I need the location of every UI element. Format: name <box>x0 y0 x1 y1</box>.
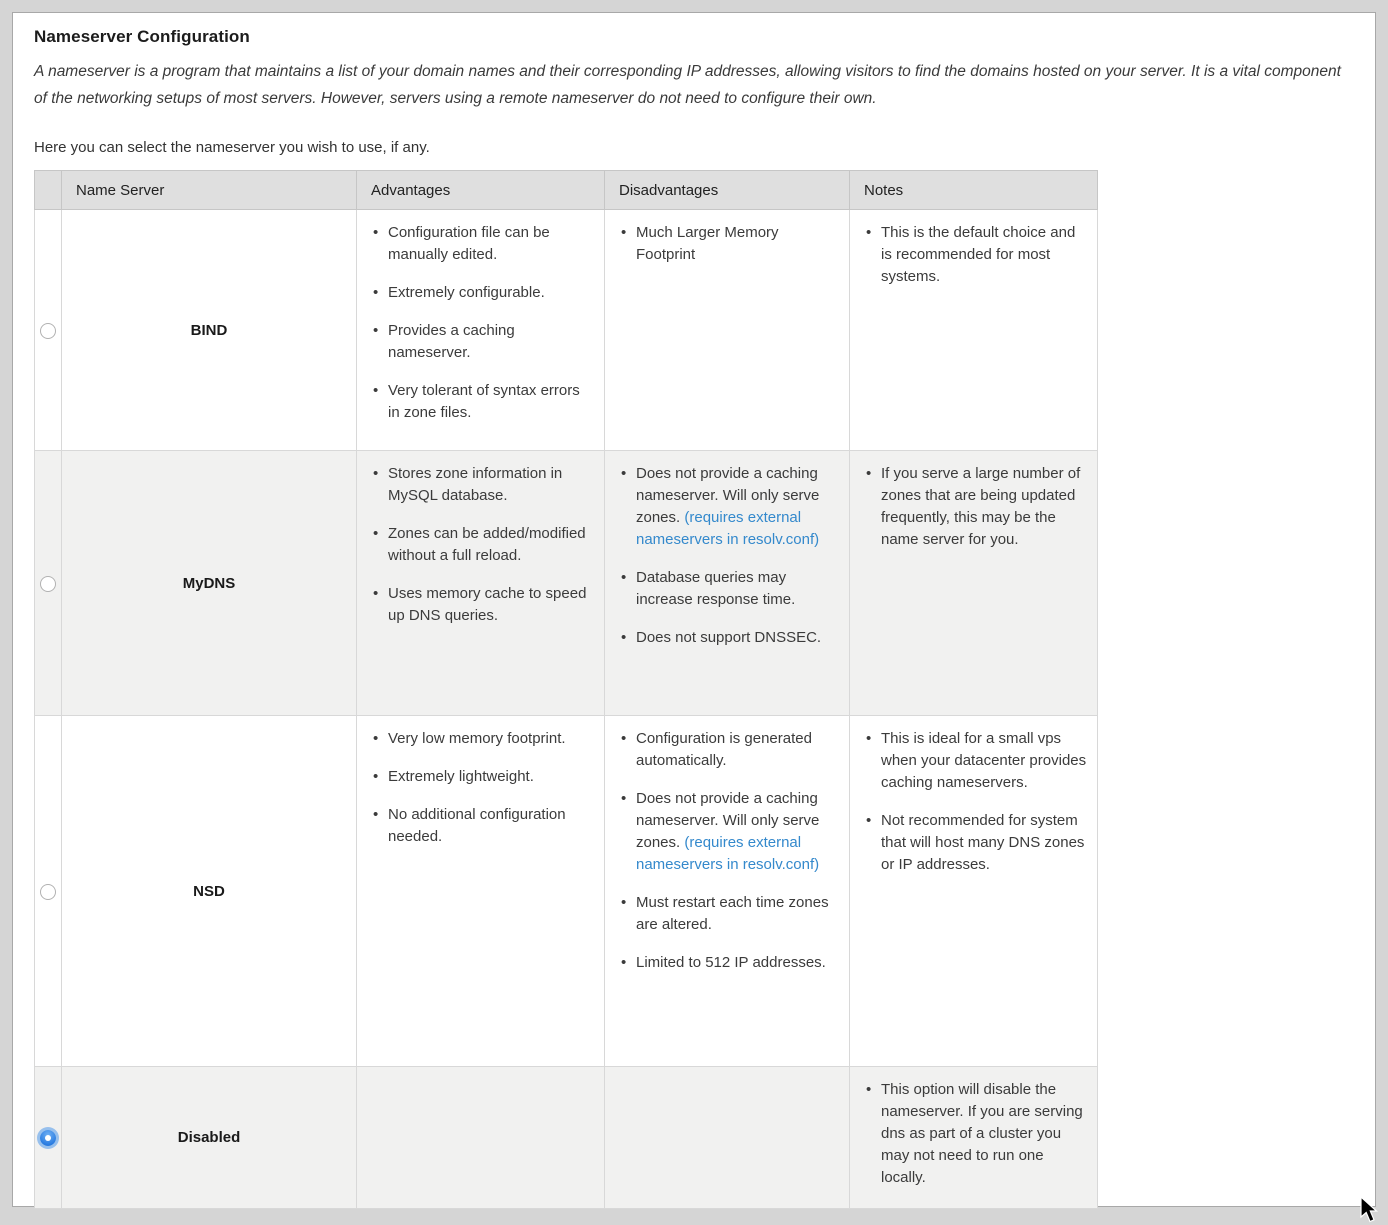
nameserver-name: NSD <box>62 716 357 1067</box>
notes-cell <box>850 1067 1098 1209</box>
list-item: • Must restart each time zones are altered. <box>619 892 839 936</box>
notes-list <box>864 1079 1087 1189</box>
list-item: • Configuration is generated automatically. <box>619 728 839 772</box>
nameserver-name: MyDNS <box>62 451 357 716</box>
list-item: • Provides a caching nameserver. <box>371 320 594 364</box>
notes-column-header: Notes <box>850 171 1098 210</box>
nameserver-radio-bind[interactable] <box>40 323 56 339</box>
notes-list <box>864 463 1087 551</box>
notes-cell <box>850 716 1098 1067</box>
nameserver-name: BIND <box>62 210 357 451</box>
radio-selected-dot <box>45 1135 51 1141</box>
advantages-cell <box>357 1067 605 1209</box>
nameserver-radio-mydns[interactable] <box>40 576 56 592</box>
advantages-cell <box>357 716 605 1067</box>
resolv-conf-link[interactable]: (requires external nameservers in resolv.conf) <box>636 509 820 548</box>
list-item: • Uses memory cache to speed up DNS queries. <box>371 583 594 627</box>
nameserver-table-body <box>35 210 1098 1209</box>
radio-cell <box>35 451 62 716</box>
table-row <box>35 1067 1098 1209</box>
disadvantages-cell <box>605 451 850 716</box>
disadvantages-cell <box>605 716 850 1067</box>
list-item: • Limited to 512 IP addresses. <box>619 952 839 974</box>
list-item: • Does not provide a caching nameserver. Will only serve zones. (requires external nameservers in resolv.conf) <box>619 788 839 876</box>
radio-cell <box>35 1067 62 1209</box>
nameserver-radio-nsd[interactable] <box>40 884 56 900</box>
resolv-conf-link[interactable]: (requires external nameservers in resolv.conf) <box>636 834 820 873</box>
advantages-column-header: Advantages <box>357 171 605 210</box>
list-item: • If you serve a large number of zones that are being updated frequently, this may be the name server for you. <box>864 463 1087 551</box>
table-row <box>35 451 1098 716</box>
notes-cell <box>850 451 1098 716</box>
nameserver-config-panel <box>12 12 1376 1207</box>
disadvantages-list <box>619 463 839 649</box>
disadvantages-column-header: Disadvantages <box>605 171 850 210</box>
list-item: • This is the default choice and is recommended for most systems. <box>864 222 1087 288</box>
list-item: • Does not support DNSSEC. <box>619 627 839 649</box>
list-item: • Does not provide a caching nameserver. Will only serve zones. (requires external nameservers in resolv.conf) <box>619 463 839 551</box>
name-column-header: Name Server <box>62 171 357 210</box>
list-item: • Much Larger Memory Footprint <box>619 222 839 266</box>
radio-cell <box>35 716 62 1067</box>
list-item: • No additional configuration needed. <box>371 804 594 848</box>
page-description: A nameserver is a program that maintains a list of your domain names and their corresponding IP addresses, allowing visitors to find the domains hosted on your server. It is a vital component of the networking setups of most servers. However, servers using a remote nameserver do not need to configure their own. <box>34 63 1341 107</box>
list-item: • This is ideal for a small vps when your datacenter provides caching nameservers. <box>864 728 1087 794</box>
disadvantages-list <box>619 728 839 974</box>
list-item: • Configuration file can be manually edited. <box>371 222 594 266</box>
notes-cell <box>850 210 1098 451</box>
radio-column-header <box>35 171 62 210</box>
list-item: • Not recommended for system that will host many DNS zones or IP addresses. <box>864 810 1087 876</box>
table-header <box>35 171 1098 210</box>
list-item: • Very low memory footprint. <box>371 728 594 750</box>
nameserver-radio-disabled[interactable] <box>40 1130 56 1146</box>
list-item: • This option will disable the nameserver. If you are serving dns as part of a cluster you may not need to run one locally. <box>864 1079 1087 1189</box>
advantages-cell <box>357 451 605 716</box>
notes-list <box>864 728 1087 876</box>
page-title: Nameserver Configuration <box>34 27 250 46</box>
nameserver-name: Disabled <box>62 1067 357 1209</box>
list-item: • Stores zone information in MySQL database. <box>371 463 594 507</box>
list-item: • Extremely lightweight. <box>371 766 594 788</box>
advantages-list <box>371 728 594 848</box>
list-item: • Zones can be added/modified without a full reload. <box>371 523 594 567</box>
disadvantages-cell <box>605 1067 850 1209</box>
notes-list <box>864 222 1087 288</box>
table-row <box>35 210 1098 451</box>
nameserver-table <box>34 170 1098 1209</box>
advantages-cell <box>357 210 605 451</box>
disadvantages-cell <box>605 210 850 451</box>
advantages-list <box>371 222 594 424</box>
page-instruction: Here you can select the nameserver you wish to use, if any. <box>34 139 430 156</box>
list-item: • Extremely configurable. <box>371 282 594 304</box>
list-item: • Database queries may increase response time. <box>619 567 839 611</box>
radio-cell <box>35 210 62 451</box>
table-row <box>35 716 1098 1067</box>
list-item: • Very tolerant of syntax errors in zone files. <box>371 380 594 424</box>
advantages-list <box>371 463 594 627</box>
disadvantages-list <box>619 222 839 266</box>
